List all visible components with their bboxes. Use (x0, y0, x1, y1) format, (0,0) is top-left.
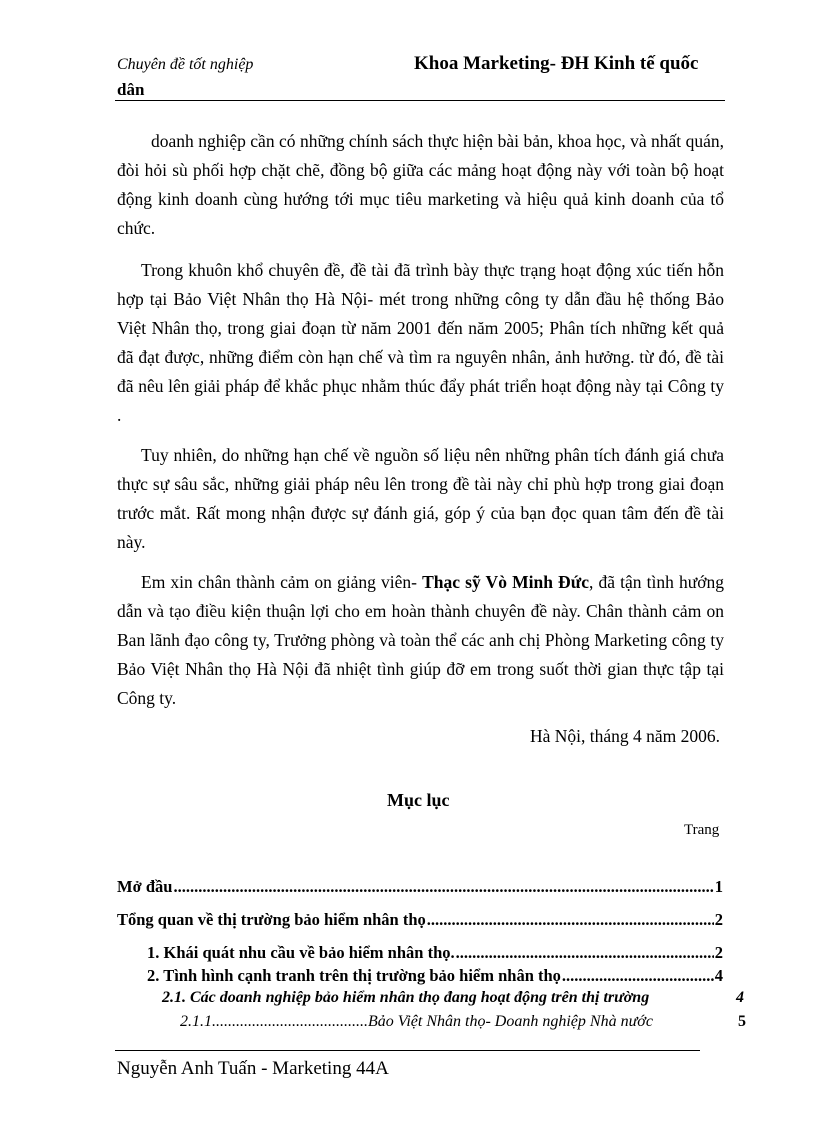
paragraph-3: Tuy nhiên, do những hạn chế về nguồn số liệu nên những phân tích đánh giá chưa thực sự sâu sắc, những giải pháp nêu lên trong đề tài này chỉ phù hợp trong giai đoạn trước mắt. Rất mong nhận được sự đánh giá, góp ý của bạn đọc quan tâm đến đề tài này. (117, 445, 724, 552)
toc-title: Mục lục (387, 790, 450, 810)
header-subject: Chuyên đề tốt nghiệp (117, 56, 254, 73)
toc-entry[interactable]: 1. Khái quát nhu cầu về bảo hiểm nhân thọ. ..... 2 (147, 943, 723, 963)
footer-author: Nguyễn Anh Tuấn - Marketing 44A (117, 1058, 389, 1079)
footer-rule (115, 1050, 700, 1051)
toc-subentry-page: 4 (736, 989, 744, 1006)
toc-subentry[interactable]: 2.1. Các doanh nghiệp bảo hiểm nhân thọ đang hoạt động trên thị trường (162, 989, 650, 1006)
toc-entry[interactable]: Tổng quan về thị trường bảo hiểm nhân thọ ..... 2 (117, 910, 723, 930)
header-faculty-continued: dân (117, 80, 145, 99)
header-rule (115, 100, 725, 101)
paragraph-1: doanh nghiệp cần có những chính sách thực hiện bài bản, khoa học, và nhất quán, đòi hỏi sù phối hợp chặt chẽ, đồng bộ giữa các mảng hoạt động này với toàn bộ hoạt động kinh doanh cùng hướng tới mục tiêu marketing và hiệu quả kinh doanh của tổ chức. (117, 131, 724, 238)
signature-date: Hà Nội, tháng 4 năm 2006. (529, 726, 720, 746)
toc-subsubentry[interactable]: 2.1.1. ..... Bảo Việt Nhân thọ- Doanh nghiệp Nhà nước (180, 1013, 653, 1031)
header-faculty: Khoa Marketing- ĐH Kinh tế quốc (414, 53, 699, 74)
toc-entry[interactable]: Mở đầu ..... 1 (117, 877, 723, 897)
paragraph-4: Em xin chân thành cảm on giảng viên- Thạc sỹ Vò Minh Đức, đã tận tình hướng dẫn và tạo điều kiện thuận lợi cho em hoàn thành chuyên đề này. Chân thành cảm on Ban lãnh đạo công ty, Trưởng phòng và toàn thể các anh chị Phòng Marketing công ty Bảo Việt Nhân thọ Hà Nội đã nhiệt tình giúp đỡ em trong suốt thời gian thực tập tại Công ty. (117, 572, 724, 708)
toc-entry[interactable]: 2. Tình hình cạnh tranh trên thị trường bảo hiểm nhân thọ ..... 4 (147, 966, 723, 986)
toc-page-header: Trang (684, 822, 720, 838)
paragraph-2: Trong khuôn khổ chuyên đề, đề tài đã trình bày thực trạng hoạt động xúc tiến hỗn hợp tại Bảo Việt Nhân thọ Hà Nội- mét trong những công ty dẫn đầu hệ thống Bảo Việt Nhân thọ, trong giai đoạn từ năm 2001 đến năm 2005; Phân tích những kết quả đã đạt được, những điểm còn hạn chế và tìm ra nguyên nhân, ảnh hưởng. từ đó, đề tài đã nêu lên giải pháp để khắc phục nhằm thúc đẩy phát triển hoạt động này tại Công ty . (117, 260, 724, 425)
toc-subsubentry-page: 5 (738, 1013, 746, 1030)
advisor-name: Thạc sỹ Vò Minh Đức (422, 572, 589, 592)
